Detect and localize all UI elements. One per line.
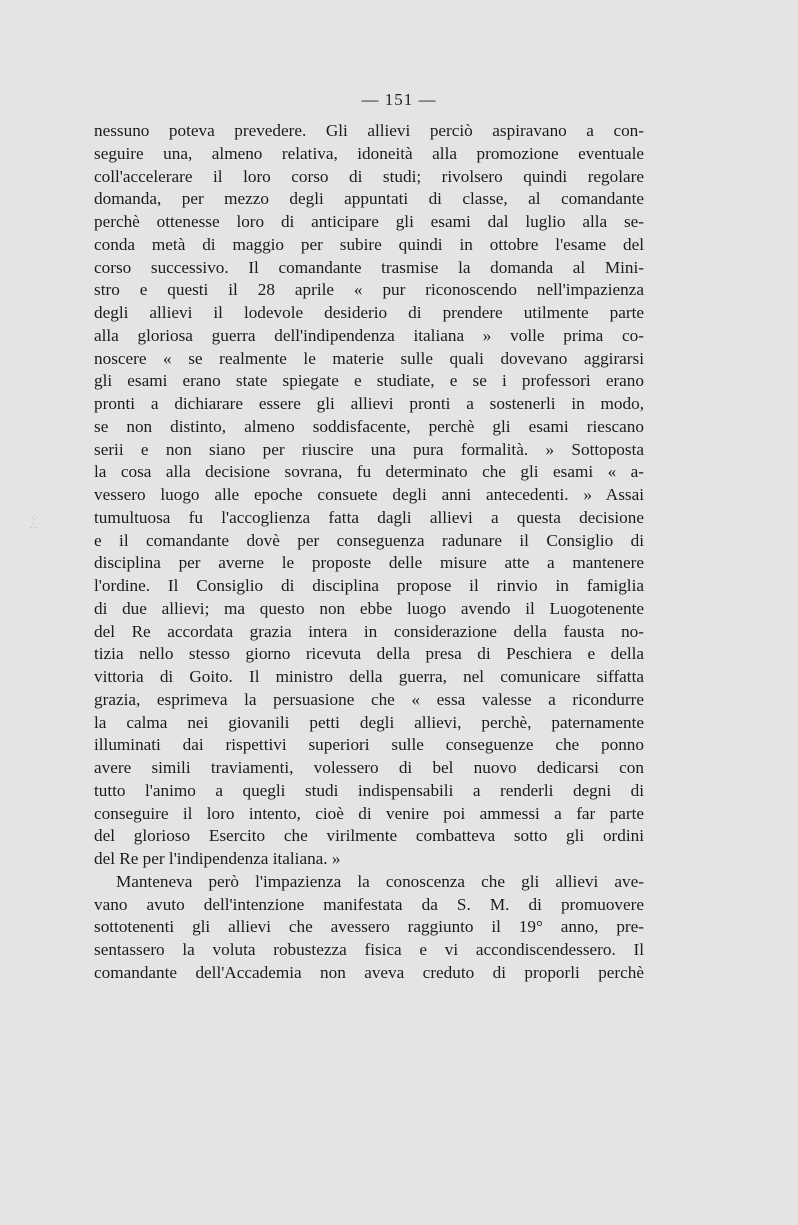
- text-line: vittoria di Goito. Il ministro della guerra, nel comunicare siffatta: [94, 667, 644, 686]
- text-line: noscere « se realmente le materie sulle quali dovevano aggirarsi: [94, 348, 644, 368]
- text-line: avere simili traviamenti, volessero di bel nuovo dedicarsi con: [94, 758, 644, 777]
- text-line: coll'accelerare il loro corso di studi; rivolsero quindi regolare: [94, 166, 644, 186]
- margin-speck: ⁘ ∴: [30, 513, 39, 532]
- text-line: la cosa alla decisione sovrana, fu determinato che gli esami « a-: [94, 462, 644, 482]
- text-line: tumultuosa fu l'accoglienza fatta dagli allievi a questa decisione: [94, 507, 644, 527]
- text-line: Manteneva però l'impazienza la conoscenza che gli allievi ave-: [116, 871, 644, 891]
- text-line: domanda, per mezzo degli appuntati di classe, al comandante: [94, 189, 644, 209]
- text-line: la calma nei giovanili petti degli allievi, perchè, paternamente: [94, 712, 644, 732]
- text-line: comandante dell'Accademia non aveva creduto di proporli perchè: [94, 962, 644, 982]
- text-line: sentassero la voluta robustezza fisica e vi accondiscendessero. Il: [94, 940, 644, 959]
- text-line: conda metà di maggio per subire quindi in ottobre l'esame del: [94, 234, 644, 254]
- text-line: tutto l'animo a quegli studi indispensabili a renderli degni di: [94, 780, 644, 800]
- text-line: serii e non siano per riuscire una pura formalità. » Sottoposta: [94, 439, 644, 459]
- text-line: alla gloriosa guerra dell'indipendenza italiana » volle prima co-: [94, 325, 644, 345]
- text-line: pronti a dichiarare essere gli allievi pronti a sostenerli in modo,: [94, 394, 644, 413]
- text-line: vessero luogo alle epoche consuete degli anni antecedenti. » Assai: [94, 485, 644, 504]
- text-line: del glorioso Esercito che virilmente combatteva sotto gli ordini: [94, 826, 644, 846]
- text-line: di due allievi; ma questo non ebbe luogo avendo il Luogotenente: [94, 598, 644, 618]
- text-line: disciplina per averne le proposte delle misure atte a mantenere: [94, 553, 644, 573]
- body-text: [94, 120, 644, 985]
- text-line: tizia nello stesso giorno ricevuta della presa di Peschiera e della: [94, 644, 644, 664]
- paragraph-2: [94, 871, 644, 985]
- text-line: gli esami erano state spiegate e studiate, e se i professori erano: [94, 371, 644, 391]
- text-line: del Re accordata grazia intera in considerazione della fausta no-: [94, 621, 644, 641]
- text-line: grazia, esprimeva la persuasione che « essa valesse a ricondurre: [94, 689, 644, 709]
- text-line: conseguire il loro intento, cioè di venire poi ammessi a far parte: [94, 803, 644, 823]
- text-line: stro e questi il 28 aprile « pur riconoscendo nell'impazienza: [94, 280, 644, 300]
- text-line: seguire una, almeno relativa, idoneità alla promozione eventuale: [94, 143, 644, 163]
- text-line: sottotenenti gli allievi che avessero raggiunto il 19° anno, pre-: [94, 917, 644, 937]
- text-line: illuminati dai rispettivi superiori sulle conseguenze che ponno: [94, 735, 644, 755]
- paragraph-1: [94, 120, 644, 871]
- text-line: se non distinto, almeno soddisfacente, perchè gli esami riescano: [94, 416, 644, 436]
- text-line: perchè ottenesse loro di anticipare gli esami dal luglio alla se-: [94, 212, 644, 231]
- text-line: e il comandante dovè per conseguenza radunare il Consiglio di: [94, 530, 644, 550]
- page-number: — 151 —: [361, 90, 437, 109]
- text-line: nessuno poteva prevedere. Gli allievi perciò aspiravano a con-: [94, 121, 644, 140]
- text-line: l'ordine. Il Consiglio di disciplina propose il rinvio in famiglia: [94, 576, 644, 595]
- text-line: vano avuto dell'intenzione manifestata da S. M. di promuovere: [94, 894, 644, 914]
- text-line: degli allievi il lodevole desiderio di prendere utilmente parte: [94, 303, 644, 322]
- text-line: corso successivo. Il comandante trasmise la domanda al Mini-: [94, 257, 644, 277]
- text-line: del Re per l'indipendenza italiana. »: [94, 849, 341, 868]
